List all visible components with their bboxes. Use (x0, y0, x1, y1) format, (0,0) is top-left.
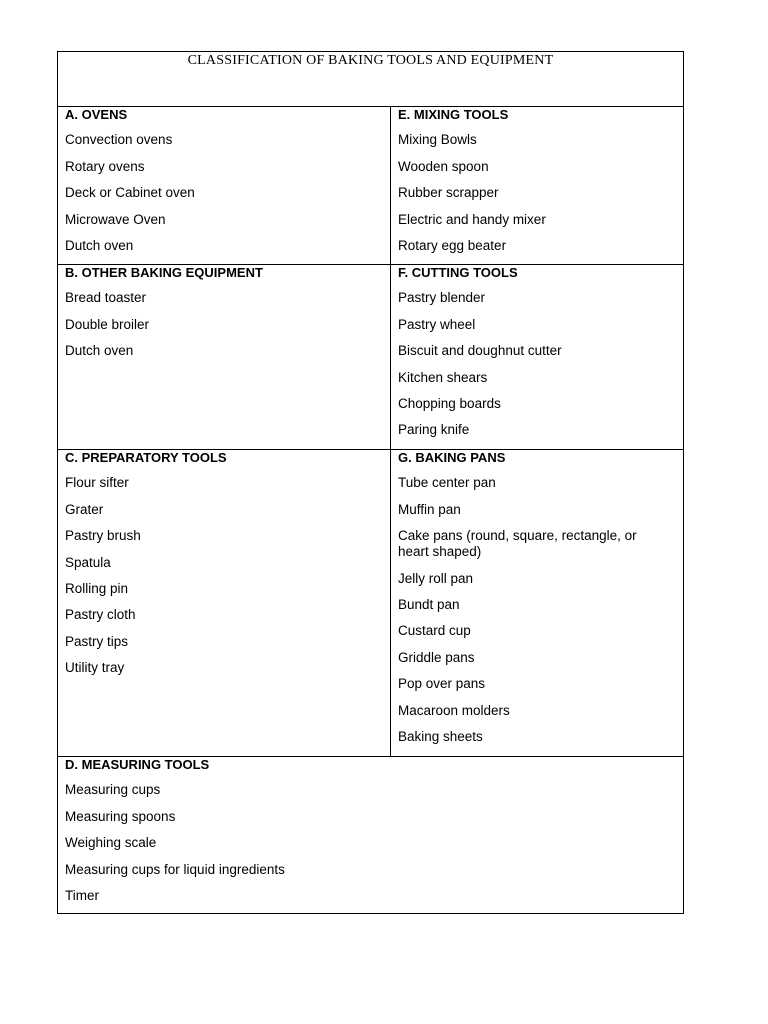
list-item: Dutch oven (65, 343, 134, 359)
list-item: Dutch oven (65, 237, 134, 253)
list-item: Tube center pan (398, 475, 496, 491)
list-item: Pastry brush (65, 528, 141, 544)
section-heading: F. CUTTING TOOLS (398, 265, 518, 280)
section-heading: E. MIXING TOOLS (398, 107, 509, 122)
list-item: Pastry wheel (398, 316, 476, 332)
list-item: Pastry cloth (65, 607, 136, 623)
section-heading: G. BAKING PANS (398, 450, 506, 465)
list-item: Measuring spoons (65, 808, 176, 824)
list-item: Paring knife (398, 422, 470, 438)
list-item: Utility tray (65, 660, 125, 676)
classification-table (57, 51, 684, 914)
list-item: Grater (65, 501, 104, 517)
list-item: Timer (65, 887, 99, 903)
list-item: Convection ovens (65, 132, 173, 148)
list-item: Rotary ovens (65, 158, 145, 174)
list-item: Macaroon molders (398, 702, 510, 718)
list-item: Spatula (65, 554, 111, 570)
section-heading: D. MEASURING TOOLS (65, 757, 210, 772)
list-item: Pastry blender (398, 290, 486, 306)
list-item: Wooden spoon (398, 158, 489, 174)
list-item: Biscuit and doughnut cutter (398, 343, 562, 359)
list-item: Flour sifter (65, 475, 129, 491)
list-item: Rolling pin (65, 580, 129, 596)
section-heading: C. PREPARATORY TOOLS (65, 450, 227, 465)
list-item: Measuring cups for liquid ingredients (65, 861, 285, 877)
list-item: Deck or Cabinet oven (65, 185, 195, 201)
list-item: Rotary egg beater (398, 237, 507, 253)
list-item: Bread toaster (65, 290, 147, 306)
section-mixing-tools (391, 107, 683, 254)
section-cutting-tools (391, 265, 683, 438)
list-item: Double broiler (65, 316, 150, 332)
list-item: Pastry tips (65, 633, 129, 649)
list-item: Cake pans (round, square, rectangle, or heart shaped) (398, 528, 637, 560)
list-item: Kitchen shears (398, 369, 488, 385)
list-item: Chopping boards (398, 395, 501, 411)
list-item: Electric and handy mixer (398, 211, 546, 227)
section-heading: B. OTHER BAKING EQUIPMENT (65, 265, 263, 280)
section-ovens (58, 107, 390, 254)
section-other-baking-equipment (58, 265, 390, 359)
list-item: Microwave Oven (65, 211, 166, 227)
list-item: Rubber scrapper (398, 185, 499, 201)
section-measuring-tools (58, 757, 683, 904)
table-title: CLASSIFICATION OF BAKING TOOLS AND EQUIPMENT (58, 52, 683, 107)
list-item: Pop over pans (398, 676, 486, 692)
list-item: Griddle pans (398, 649, 475, 665)
list-item: Measuring cups (65, 782, 161, 798)
section-preparatory-tools (58, 450, 390, 676)
list-item: Custard cup (398, 623, 471, 639)
list-item: Muffin pan (398, 501, 461, 517)
section-heading: A. OVENS (65, 107, 128, 122)
section-baking-pans (391, 450, 683, 745)
list-item: Bundt pan (398, 596, 460, 612)
list-item: Jelly roll pan (398, 570, 474, 586)
list-item: Mixing Bowls (398, 132, 477, 148)
list-item: Baking sheets (398, 728, 483, 744)
list-item: Weighing scale (65, 835, 157, 851)
